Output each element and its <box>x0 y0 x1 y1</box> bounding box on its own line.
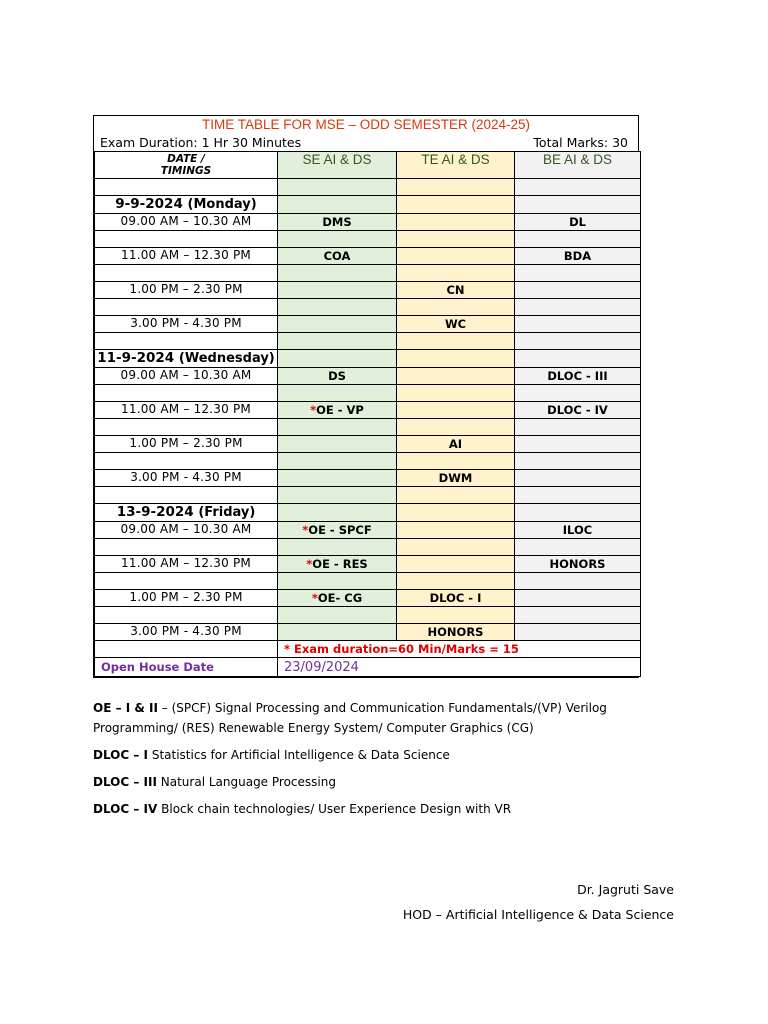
timetable-grid <box>94 151 641 677</box>
date-row-be <box>515 196 641 214</box>
se-subject <box>278 368 397 385</box>
slot-spacer-cell <box>95 607 278 624</box>
note-term: DLOC – IV <box>93 802 158 816</box>
slot-row <box>95 436 641 453</box>
se-subject <box>278 522 397 539</box>
slot-time <box>95 214 278 231</box>
slot-time <box>95 624 278 641</box>
be-subject-text: DLOC - IV <box>547 403 608 417</box>
signatory-designation: HOD – Artificial Intelligence & Data Science <box>402 907 674 922</box>
signatory-name: Dr. Jagruti Save <box>577 882 674 897</box>
te-subject <box>397 316 515 333</box>
note-text: Block chain technologies/ User Experience Design with VR <box>161 802 512 816</box>
note-text: Natural Language Processing <box>160 775 336 789</box>
elective-star: * <box>306 557 313 571</box>
note-term: DLOC – III <box>93 775 157 789</box>
open-house-date: 23/09/2024 <box>278 658 641 677</box>
slot-spacer-row <box>95 299 641 316</box>
be-subject-text: DL <box>569 215 586 229</box>
te-subject <box>397 624 515 641</box>
se-subject <box>278 556 397 573</box>
subject-notes <box>93 698 693 826</box>
date-row-se <box>278 196 397 214</box>
slot-spacer-row <box>95 453 641 470</box>
se-subject <box>278 214 397 231</box>
slot-spacer-cell <box>397 333 515 350</box>
slot-spacer-cell <box>95 487 278 504</box>
date-row-te <box>397 196 515 214</box>
note-term: OE – I & II <box>93 701 158 715</box>
date-row <box>95 196 641 214</box>
date-row-be <box>515 350 641 368</box>
slot-time-text: 3.00 PM - 4.30 PM <box>130 624 242 638</box>
slot-spacer-cell <box>95 299 278 316</box>
be-subject <box>515 624 641 641</box>
te-subject-text: DWM <box>438 471 473 485</box>
slot-spacer-cell <box>397 453 515 470</box>
exam-duration: Exam Duration: 1 Hr 30 Minutes <box>100 135 302 150</box>
slot-spacer-row <box>95 385 641 402</box>
open-house-label: Open House Date <box>95 658 278 677</box>
slot-spacer-cell <box>278 573 397 590</box>
slot-spacer-cell <box>515 539 641 556</box>
exam-weekday: (Monday) <box>187 197 257 212</box>
slot-row <box>95 522 641 539</box>
exam-weekday: (Friday) <box>198 505 256 520</box>
elective-star: * <box>310 403 317 417</box>
slot-spacer-row <box>95 539 641 556</box>
slot-time-text: 11.00 AM – 12.30 PM <box>121 556 251 570</box>
exam-duration-footnote: * Exam duration=60 Min/Marks = 15 <box>278 641 641 658</box>
slot-spacer-cell <box>397 419 515 436</box>
exam-date <box>95 504 278 522</box>
slot-spacer-cell <box>278 419 397 436</box>
slot-spacer-cell <box>397 231 515 248</box>
slot-time <box>95 368 278 385</box>
slot-time-text: 3.00 PM - 4.30 PM <box>130 470 242 484</box>
slot-spacer-cell <box>95 231 278 248</box>
se-subject-text: OE - RES <box>312 557 368 571</box>
te-subject <box>397 436 515 453</box>
te-subject <box>397 402 515 419</box>
te-subject <box>397 522 515 539</box>
timetable-title: TIME TABLE FOR MSE – ODD SEMESTER (2024-25) <box>201 117 531 132</box>
slot-time <box>95 316 278 333</box>
slot-time <box>95 590 278 607</box>
te-subject <box>397 590 515 607</box>
slot-row <box>95 316 641 333</box>
slot-spacer-cell <box>515 385 641 402</box>
slot-time-text: 11.00 AM – 12.30 PM <box>121 402 251 416</box>
subject-note <box>93 799 693 819</box>
se-subject <box>278 590 397 607</box>
be-subject <box>515 368 641 385</box>
slot-spacer-cell <box>278 265 397 282</box>
slot-row <box>95 368 641 385</box>
slot-row <box>95 556 641 573</box>
te-subject-text: CN <box>446 283 465 297</box>
slot-spacer-cell <box>95 265 278 282</box>
se-subject-text: OE - SPCF <box>308 523 372 537</box>
be-subject <box>515 556 641 573</box>
slot-spacer-cell <box>397 539 515 556</box>
te-subject <box>397 368 515 385</box>
slot-spacer-cell <box>278 453 397 470</box>
slot-spacer-cell <box>95 453 278 470</box>
header-te: TE AI & DS <box>397 152 515 179</box>
spacer-be <box>515 179 641 196</box>
se-subject <box>278 624 397 641</box>
slot-time <box>95 282 278 299</box>
slot-spacer-cell <box>95 539 278 556</box>
elective-star: * <box>302 523 309 537</box>
slot-spacer-cell <box>397 573 515 590</box>
be-subject <box>515 214 641 231</box>
te-subject <box>397 214 515 231</box>
exam-date <box>95 350 278 368</box>
se-subject <box>278 470 397 487</box>
slot-spacer-cell <box>515 487 641 504</box>
timetable-sheet <box>93 115 639 678</box>
te-subject <box>397 470 515 487</box>
spacer-row <box>95 179 641 196</box>
slot-spacer-cell <box>95 419 278 436</box>
slot-spacer-cell <box>515 333 641 350</box>
slot-time <box>95 556 278 573</box>
se-subject <box>278 402 397 419</box>
note-separator: – <box>157 701 172 715</box>
slot-spacer-cell <box>515 265 641 282</box>
be-subject-text: DLOC - III <box>547 369 608 383</box>
te-subject-text: WC <box>444 317 467 331</box>
note-text: Statistics for Artificial Intelligence & Data Science <box>151 748 450 762</box>
slot-spacer-cell <box>278 385 397 402</box>
se-subject-text: COA <box>323 249 351 263</box>
se-subject-text: DS <box>328 369 346 383</box>
exam-meta-row <box>94 134 638 151</box>
spacer-cell <box>95 179 278 196</box>
te-subject-text: DLOC - I <box>429 591 482 605</box>
se-subject <box>278 248 397 265</box>
date-row-te <box>397 350 515 368</box>
header-se: SE AI & DS <box>278 152 397 179</box>
slot-row <box>95 248 641 265</box>
signature-block <box>403 882 674 932</box>
slot-row <box>95 470 641 487</box>
slot-time-text: 1.00 PM – 2.30 PM <box>129 590 243 604</box>
slot-time <box>95 248 278 265</box>
slot-spacer-cell <box>397 265 515 282</box>
te-subject <box>397 282 515 299</box>
elective-star: * <box>311 591 318 605</box>
date-row-se <box>278 504 397 522</box>
slot-spacer-cell <box>278 539 397 556</box>
slot-time <box>95 402 278 419</box>
be-subject <box>515 282 641 299</box>
slot-spacer-cell <box>278 333 397 350</box>
slot-spacer-cell <box>515 231 641 248</box>
be-subject <box>515 436 641 453</box>
slot-time <box>95 522 278 539</box>
slot-spacer-row <box>95 231 641 248</box>
slot-time-text: 1.00 PM – 2.30 PM <box>129 436 243 450</box>
slot-time-text: 1.00 PM – 2.30 PM <box>129 282 243 296</box>
slot-spacer-cell <box>515 607 641 624</box>
slot-spacer-cell <box>397 299 515 316</box>
slot-row <box>95 402 641 419</box>
se-subject <box>278 316 397 333</box>
note-text: (SPCF) Signal Processing and Communication Fundamentals/(VP) Verilog Programming/ (RES) Renewable Energy System/ Computer Graphics (CG) <box>93 701 607 735</box>
note-term: DLOC – I <box>93 748 149 762</box>
footnote-blank <box>95 641 278 658</box>
slot-time <box>95 470 278 487</box>
date-row-se <box>278 350 397 368</box>
se-subject <box>278 436 397 453</box>
slot-spacer-row <box>95 487 641 504</box>
exam-date <box>95 196 278 214</box>
se-subject-text: OE - VP <box>316 403 364 417</box>
se-subject-text: OE- CG <box>317 591 363 605</box>
header-date-timings <box>95 152 278 179</box>
slot-spacer-row <box>95 573 641 590</box>
slot-row <box>95 282 641 299</box>
slot-time-text: 11.00 AM – 12.30 PM <box>121 248 251 262</box>
slot-spacer-cell <box>278 299 397 316</box>
slot-spacer-cell <box>515 299 641 316</box>
header-date-label: DATE / <box>167 153 205 165</box>
slot-time-text: 3.00 PM - 4.30 PM <box>130 316 242 330</box>
slot-time-text: 09.00 AM – 10.30 AM <box>120 368 252 382</box>
se-subject-text: DMS <box>322 215 352 229</box>
slot-spacer-cell <box>95 333 278 350</box>
timetable-body <box>95 179 641 641</box>
te-subject <box>397 248 515 265</box>
slot-spacer-cell <box>515 453 641 470</box>
subject-note <box>93 745 693 765</box>
be-subject <box>515 522 641 539</box>
slot-spacer-row <box>95 607 641 624</box>
te-subject <box>397 556 515 573</box>
slot-spacer-cell <box>278 231 397 248</box>
date-row-te <box>397 504 515 522</box>
be-subject <box>515 316 641 333</box>
header-be: BE AI & DS <box>515 152 641 179</box>
spacer-se <box>278 179 397 196</box>
slot-spacer-cell <box>515 573 641 590</box>
exam-weekday: (Wednesday) <box>178 351 275 366</box>
be-subject <box>515 470 641 487</box>
exam-date-value: 9-9-2024 <box>115 196 183 212</box>
slot-spacer-row <box>95 333 641 350</box>
be-subject <box>515 248 641 265</box>
be-subject-text: ILOC <box>562 523 593 537</box>
slot-spacer-cell <box>397 607 515 624</box>
slot-time-text: 09.00 AM – 10.30 AM <box>120 522 252 536</box>
slot-spacer-cell <box>397 487 515 504</box>
subject-note <box>93 772 693 792</box>
total-marks: Total Marks: 30 <box>533 135 628 150</box>
slot-spacer-cell <box>397 385 515 402</box>
slot-row <box>95 214 641 231</box>
slot-time-text: 09.00 AM – 10.30 AM <box>120 214 252 228</box>
header-timings-label: TIMINGS <box>160 165 212 177</box>
slot-spacer-cell <box>515 419 641 436</box>
be-subject-text: BDA <box>563 249 592 263</box>
te-subject-text: AI <box>448 437 463 451</box>
slot-spacer-cell <box>95 573 278 590</box>
date-row <box>95 504 641 522</box>
exam-date-value: 13-9-2024 <box>116 504 194 520</box>
slot-spacer-cell <box>278 607 397 624</box>
be-subject-text: HONORS <box>549 557 606 571</box>
slot-spacer-cell <box>278 487 397 504</box>
be-subject <box>515 402 641 419</box>
be-subject <box>515 590 641 607</box>
spacer-te <box>397 179 515 196</box>
slot-spacer-row <box>95 265 641 282</box>
slot-spacer-cell <box>95 385 278 402</box>
date-row-be <box>515 504 641 522</box>
subject-note <box>93 698 693 738</box>
se-subject <box>278 282 397 299</box>
date-row <box>95 350 641 368</box>
slot-spacer-row <box>95 419 641 436</box>
exam-date-value: 11-9-2024 <box>97 350 175 366</box>
slot-row <box>95 624 641 641</box>
slot-row <box>95 590 641 607</box>
te-subject-text: HONORS <box>427 625 484 639</box>
slot-time <box>95 436 278 453</box>
